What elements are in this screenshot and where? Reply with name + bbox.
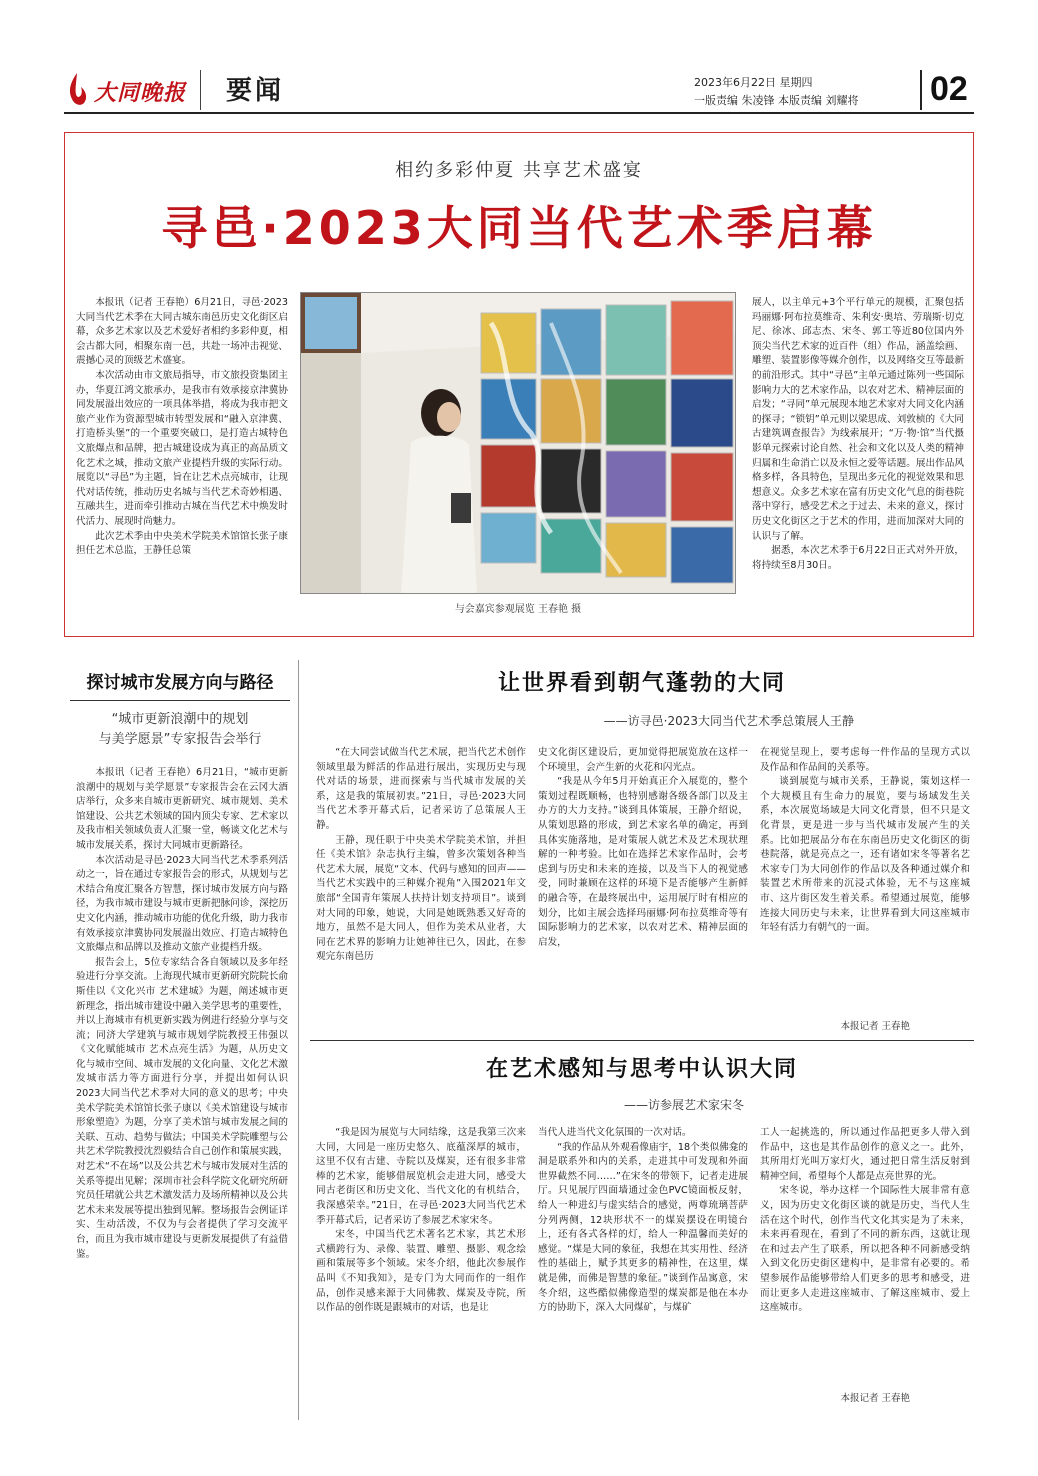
paragraph: 报告会上，5位专家结合各自领域以及多年经验进行分享交流。上海现代城市更新研究院院长俞斯佳以《文化兴市 艺术建城》为题，阐述城市更新理念，指出城市建设中融入美学思考的重要性，并以上海城市有机更新实践为例进行经验分享与交流；同济大学建筑与城市规划学院教授王伟强以《文化赋能城市 艺术点亮生活》为题，从历史文化与城市空间、城市发展的文化向量、文化艺术激发城市活力等方面进行分享，并提出如何认识2023大同当代艺术季对大同的意义的思考；中央美术学院美术馆馆长张子康以《美术馆建设与城市形象塑造》为题，分享了美术馆与城市发展之间的关联、互动、趋势与做法；中国美术学院雕塑与公共艺术学院教授沈烈毅结合自己创作和策展实践，对艺术“不在场”以及公共艺术与城市发展对生活的关系等提出见解；深圳市社会科学院文化研究所研究员任珺就公共艺术激发活力及场所精神以及公共艺术未来发展等提出独到见解。整场报告会例证详实、生动活泼，不仅为与会者提供了学习交流平台，而且为我市城市建设与更新发展提供了有益借鉴。 <box>76 956 288 1260</box>
flame-logo-icon <box>64 71 90 111</box>
urban-article-title: 探讨城市发展方向与路径 <box>86 673 274 693</box>
artist-article-title: 在艺术感知与思考中认识大同 <box>485 1057 798 1082</box>
paragraph: “在大同尝试做当代艺术展，把当代艺术创作领域里最为鲜活的作品进行展出，实现历史与现代对话的场景，进而探索与当代城市发展的关系，这是我的策展初衷。”21日，寻邑·2023大同当代艺术季开幕式后，记者采访了总策展人王静。 <box>316 747 526 831</box>
paragraph: 宋冬，中国当代艺术著名艺术家，其艺术形式横跨行为、录像、装置、雕塑、摄影、观念绘画和策展等多个领域。宋冬介绍，他此次参展作品叫《不知我知》，是专门为大同而作的一组作品，创作灵感来源于大同佛教、煤炭及寺院，所以作品的创作既是跟城市的对话，也是让 <box>316 1229 526 1314</box>
top-story-right-column <box>752 296 964 632</box>
newspaper-logo <box>64 66 186 116</box>
top-story-title: 寻邑·2023大同当代艺术季启幕 <box>161 201 877 255</box>
photo-caption: 与会嘉宾参观展览 王春艳 摄 <box>454 604 582 615</box>
divider <box>310 1040 974 1041</box>
curator-article-subtitle: ——访寻邑·2023大同当代艺术季总策展人王静 <box>603 714 854 728</box>
paragraph: 据悉，本次艺术季于6月22日正式对外开放，将持续至8月30日。 <box>752 545 964 571</box>
subtitle-line-2: 与美学愿景”专家报告会举行 <box>98 732 262 747</box>
paragraph: 史文化街区建设后，更加觉得把展览放在这样一个环境里，会产生新的火花和闪光点。 <box>538 747 748 773</box>
paragraph: 本次活动是寻邑·2023大同当代艺术季系列活动之一，旨在通过专家报告会的形式，从规划与艺术结合角度汇聚各方智慧，探讨城市发展方向与路径，为我市城市建设与城市更新把脉问诊，深挖历史文化内涵，推动城市功能的优化升级，助力我市有效承接京津冀协同发展溢出效应、打造古城特色文旅爆点和品牌以及推动文旅产业提档升级。 <box>76 854 288 954</box>
artist-column-1 <box>316 1126 526 1424</box>
curator-column-1 <box>316 746 526 1036</box>
paragraph: “我的作品从外观看像庙宇，18个类似佛龛的洞是联系外和内的关系，走进其中可发现和外面世界截然不同……”在宋冬的带领下，记者走进展厅。只见展厅四面墙通过金色PVC镜面板反射，给人一种进幻与虚实结合的感觉，两尊琉璃菩萨分列两侧，12块形状不一的煤炭摆设在明镜台上，还有各式各样的灯，给人一种温馨而美好的感觉。“煤是大同的象征，我想在其实用性、经济性的基础上，赋予其更多的精神性，在这里，煤就是佛，而佛是智慧的象征。”谈到作品寓意，宋冬介绍，这些酷似佛像造型的煤炭都是他在本办方的协助下，深入大同煤矿，与煤矿 <box>538 1141 748 1314</box>
issue-date: 2023年6月22日 星期四 <box>694 76 813 89</box>
paragraph: 本报讯（记者 王春艳）6月21日，寻邑·2023大同当代艺术季在大同古城东南邑历史文化街区启幕，众多艺术家以及艺术爱好者相约多彩仲夏，相会古都大同，相聚东南一邑，共赴一场冲击视觉、震撼心灵的顶级艺术盛宴。 <box>76 297 288 367</box>
paragraph: 本次活动由市文旅局指导，市文旅投资集团主办，华夏江鸿文旅承办，是我市有效承接京津冀协同发展溢出效应的一项具体举措，将成为我市把文旅产业作为资源型城市转型发展和“融入京津冀、打造桥头堡”的一个重要突破口，是打造古城特色文旅爆点和品牌，把古城建设成为真正的高品质文化艺术之城，推动文旅产业提档升级的实际行动。展览以“寻邑”为主题，旨在让艺术点亮城市，让现代对话传统，推动历史名城与当代艺术奇妙相遇、互融共生，进而牵引推动古城在当代艺术中焕发时代活力、展现时尚魅力。 <box>76 369 288 527</box>
column-divider <box>298 660 299 1420</box>
paragraph: 本报讯（记者 王春艳）6月21日，“城市更新浪潮中的规划与美学愿景”专家报告会在云冈大酒店举行，众多来自城市更新研究、城市规划、美术馆建设、公共艺术领域的国内顶尖专家、艺术家以及我市相关领域负责人汇聚一堂，畅谈文化艺术与城市发展关系，探讨大同城市更新路径。 <box>76 767 288 851</box>
curator-article-title: 让世界看到朝气蓬勃的大同 <box>497 671 786 696</box>
editors-credit: 一版责编 朱凌锋 本版责编 刘耀将 <box>694 94 859 107</box>
exhibition-photo <box>300 292 736 594</box>
urban-article-body <box>76 766 288 1414</box>
paragraph: 谈到展览与城市关系，王静说，策划这样一个大规模且有生命力的展览，要与场域发生关系，本次展览场域是大同文化背景，但不只是文化背景，更是进一步与当代城市发展产生的关系。比如把展品分布在东南邑历史文化街区的街巷院落，就是亮点之一，还有诸如宋冬等著名艺术家专门为大同创作的作品以及各种通过媒介和装置艺术所带来的沉浸式体验，无不与这座城市、这片街区发生着关系。希望通过展览，能够连接大同历史与未来，让世界看到大同这座城市年轻有活力有朝气的一面。 <box>760 776 970 934</box>
artist-article-subtitle: ——访参展艺术家宋冬 <box>623 1098 744 1112</box>
urban-article-subtitle <box>70 710 290 750</box>
top-story-left-column <box>76 296 288 632</box>
subtitle-line-1: “城市更新浪潮中的规划 <box>111 712 249 727</box>
divider <box>70 700 290 701</box>
paragraph: 此次艺术季由中央美术学院美术馆馆长张子康担任艺术总监，王静任总策 <box>76 530 288 557</box>
page-number-divider <box>920 70 922 110</box>
curator-column-2 <box>538 746 748 1036</box>
artist-column-3 <box>760 1126 970 1382</box>
paragraph: “我是因为展览与大同结缘，这是我第三次来大同，大同是一座历史悠久、底蕴深厚的城市，这里不仅有古建、寺院以及煤炭，还有很多非常棒的艺术家，能够借展览机会走进大同，感受大同古老街区和历史文化、当代文化的有机结合，我深感荣幸。”21日，在寻邑·2023大同当代艺术季开幕式后，记者采访了参展艺术家宋冬。 <box>316 1127 526 1226</box>
paragraph: 当代人进当代文化氛围的一次对话。 <box>538 1127 692 1138</box>
section-title: 要闻 <box>226 76 285 106</box>
top-story-kicker: 相约多彩仲夏 共享艺术盛宴 <box>395 160 643 181</box>
artist-column-2 <box>538 1126 748 1424</box>
paragraph: 王静，现任职于中央美术学院美术馆，并担任《美术馆》杂志执行主编，曾多次策划各种当代艺术大展，展览“文本、代码与感知的回声——当代艺术实践中的三种媒介视角”入围2021年文旅部“全国青年策展人扶持计划支持项目”。谈到对大同的印象，她说，大同是她既熟悉又好奇的地方，虽然不是大同人，但作为美术从业者，大同在艺术界的影响力让她神往已久，因此，在参观完东南邑历 <box>316 834 526 963</box>
paragraph: “我是从今年5月开始真正介入展览的，整个策划过程既顺畅，也特别感谢各级各部门以及主办方的大力支持。”谈到具体策展，王静介绍说，从策划思路的形成，到艺术家名单的确定，再到具体实施落地，是对策展人就艺术及艺术现状理解的一种考验。比如在选择艺术家作品时，会考虑到与历史和未来的连接，以及当下人的视觉感受，同时兼顾在这样的环境下是否能够产生新鲜的融合等，在最终展出中，运用展厅时有相应的划分，比如主展会选择玛丽娜·阿布拉莫维奇等有国际影响力的艺术家，以农对艺术、精神层面的启发， <box>538 776 748 948</box>
paragraph: 工人一起挑选的，所以通过作品把更多人带入到作品中，这也是其作品创作的意义之一。此外，其所用灯光叫万家灯火，通过把日常生活反射到精神空间，希望每个人都是点亮世界的光。 <box>760 1127 970 1182</box>
paragraph: 在视觉呈现上，要考虑每一件作品的呈现方式以及作品和作品间的关系等。 <box>760 747 970 773</box>
artist-byline: 本报记者 王春艳 <box>840 1393 910 1404</box>
page-number: 02 <box>930 70 968 108</box>
paragraph: 展人，以主单元+3个平行单元的规模，汇聚包括玛丽娜·阿布拉莫维奇、朱利安·奥培、劳瑞斯·切克尼、徐冰、邱志杰、宋冬、郭工等近80位国内外顶尖当代艺术家的近百件（组）作品，涵盖绘画、雕塑、装置影像等媒介创作，以及网络交互等最新的前沿形式。其中“寻邑”主单元通过陈列一些国际影响力大的艺术家作品，以农对艺术、精神层面的启发；“寻同”单元展现本地艺术家对大同文化内涵的探寻；“锁钥”单元则以梁思成、刘敦桢的《大同古建筑调查报告》为线索展开；“万·物·馆”当代摄影单元探索讨论自然、社会和文化以及人类的精神归属和生命消亡以及永恒之爱等话题。展出作品风格多样，各具特色，呈现出多元化的视觉效果和思想意义。众多艺术家在富有历史文化气息的街巷院落中穿行，感受艺术之于过去、未来的意义，探讨历史文化街区之于艺术的作用，进而加深对大同的认识与了解。 <box>752 297 964 542</box>
paragraph: 宋冬说，举办这样一个国际性大展非常有意义，因为历史文化街区谈的就是历史，当代人生活在这个时代，创作当代文化其实是为了未来，未来再看现在，看到了不同的新东西，这就让现在和过去产生了联系，所以把各种不同新感受纳入到文化历史街区建构中，是非常有必要的。希望参展作品能够带给人们更多的思考和感受，进而让更多人走进这座城市、了解这座城市、爱上这座城市。 <box>760 1185 970 1314</box>
header-rule <box>64 112 974 114</box>
curator-column-3 <box>760 746 970 1016</box>
curator-byline: 本报记者 王春艳 <box>840 1021 910 1032</box>
header-divider <box>200 70 201 110</box>
logo-text: 大同晚报 <box>94 79 187 106</box>
